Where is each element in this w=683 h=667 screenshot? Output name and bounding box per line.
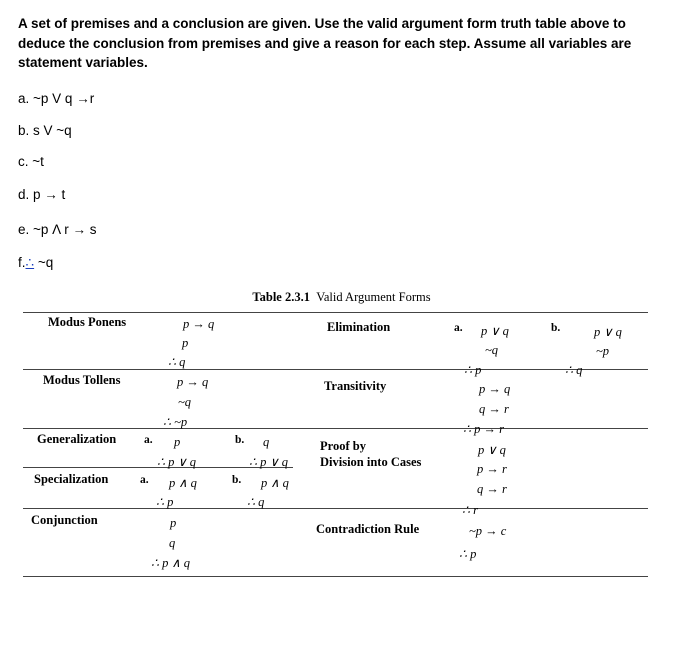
form-line: ∴ q — [565, 363, 583, 377]
premise-a: a. ~p V q →r — [18, 91, 95, 106]
premise-c: c. ~t — [18, 154, 44, 169]
form-name: Conjunction — [31, 513, 98, 527]
instructions-text: A set of premises and a conclusion are given. Use the valid argument form truth table above to deduce the conclusion from premises and give a reason for each step. Assume all variables are statement variables. — [18, 16, 632, 70]
form-line: p ∧ q — [169, 476, 197, 490]
form-line: ∴ ~p — [163, 415, 188, 429]
form-line: p — [182, 336, 189, 350]
row-divider — [23, 428, 648, 429]
form-name: Contradiction Rule — [316, 522, 420, 536]
form-line: ∴ p ∨ q — [157, 455, 196, 469]
form-line: ∴ p ∨ q — [249, 455, 288, 469]
form-line: p — [174, 435, 181, 449]
form-line: ~p — [596, 344, 610, 358]
form-line: ∴ p — [464, 363, 482, 377]
form-name: Elimination — [327, 320, 391, 334]
conclusion-f: f.∴ ~q — [18, 255, 54, 270]
form-line: q — [169, 536, 176, 550]
form-line: p ∧ q — [261, 476, 289, 490]
form-line: ∴ p — [459, 547, 477, 561]
form-name: Modus Ponens — [48, 315, 127, 329]
form-line: ∴ p — [156, 495, 174, 509]
form-line: ∴ p ∧ q — [151, 556, 190, 570]
variant-tag: b. — [235, 434, 245, 446]
form-name: Modus Tollens — [43, 373, 121, 387]
form-line: q → r — [477, 482, 507, 496]
row-divider — [23, 369, 648, 370]
premise-e: e. ~p Λ r → s — [18, 222, 97, 237]
form-line: ∴ q — [247, 495, 265, 509]
form-line: p ∨ q — [481, 324, 509, 338]
form-line: ∴ q — [168, 355, 186, 369]
table-caption: Table 2.3.1 Valid Argument Forms — [252, 290, 431, 304]
form-line: p → q — [183, 317, 215, 331]
table-border-top — [23, 312, 648, 313]
form-line: p → r — [477, 462, 507, 476]
variant-tag: b. — [551, 322, 561, 334]
form-name: Generalization — [37, 432, 117, 446]
form-name: Specialization — [34, 472, 109, 486]
form-line: q → r — [479, 402, 509, 416]
form-line: p ∨ q — [594, 325, 622, 339]
form-name: Division into Cases — [320, 455, 422, 469]
variant-tag: a. — [144, 434, 153, 446]
form-line: ∴ p → r — [463, 422, 504, 436]
form-line: p → q — [479, 382, 511, 396]
row-divider — [23, 508, 648, 509]
form-line: ~q — [178, 395, 192, 409]
variant-tag: b. — [232, 474, 242, 486]
variant-tag: a. — [454, 322, 463, 334]
table-border-bottom — [23, 576, 648, 577]
form-name: Transitivity — [324, 379, 387, 393]
form-line: ~p → c — [469, 524, 507, 538]
variant-tag: a. — [140, 474, 149, 486]
premise-b: b. s V ~q — [18, 123, 72, 138]
form-line: p → q — [177, 375, 209, 389]
form-line: ~q — [485, 343, 499, 357]
therefore-symbol: ∴ — [25, 255, 35, 270]
valid-argument-forms-table — [23, 312, 648, 577]
form-line: ∴ r — [462, 503, 478, 517]
form-name: Proof by — [320, 439, 366, 453]
form-line: p ∨ q — [478, 443, 506, 457]
form-line: q — [263, 435, 270, 449]
premise-d: d. p → t — [18, 187, 66, 202]
form-line: p — [170, 516, 177, 530]
